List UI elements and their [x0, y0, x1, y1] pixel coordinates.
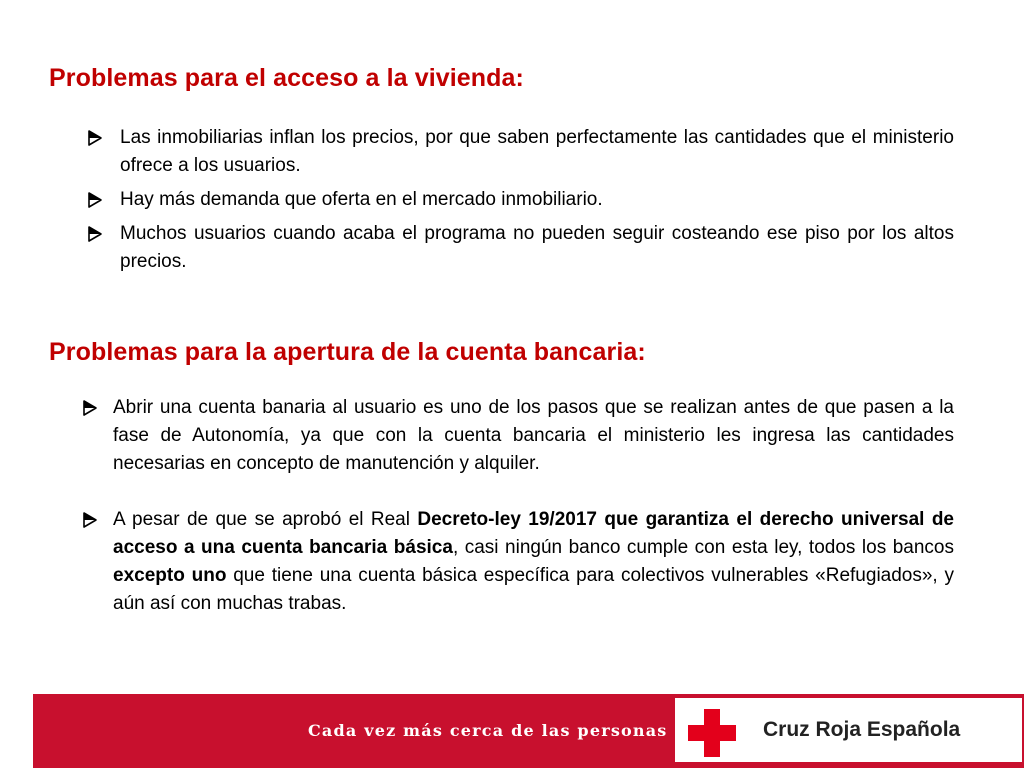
bullet-text: Hay más demanda que oferta en el mercado inmobiliario.: [120, 189, 603, 210]
arrow-bullet-icon: [81, 399, 99, 417]
arrow-bullet-icon: [86, 129, 104, 147]
section2-heading: Problemas para la apertura de la cuenta bancaria:: [49, 338, 646, 366]
section1-heading: Problemas para el acceso a la vivienda:: [49, 64, 524, 92]
arrow-bullet-icon: [86, 225, 104, 243]
section1-bullet-list: [81, 124, 954, 282]
footer-tagline: Cada vez más cerca de las personas: [308, 721, 668, 740]
brand-name: Cruz Roja Española: [763, 718, 961, 741]
bullet-item: [81, 220, 954, 276]
bullet-item: [81, 124, 954, 180]
red-cross-icon: [688, 709, 736, 757]
section2-bullet-list: [81, 394, 954, 646]
bullet-text-bold: excepto uno: [113, 565, 227, 586]
bullet-item: [81, 394, 954, 478]
bullet-item: [81, 186, 954, 214]
bullet-text: Muchos usuarios cuando acaba el programa no pueden seguir costeando ese piso por los altos precios.: [120, 223, 954, 272]
bullet-text-part: que tiene una cuenta básica específica para colectivos vulnerables «Refugiados», y aún así con muchas trabas.: [113, 565, 955, 614]
bullet-text-part: A pesar de que se aprobó el Real: [113, 509, 418, 530]
arrow-bullet-icon: [81, 511, 99, 529]
bullet-text: Abrir una cuenta banaria al usuario es uno de los pasos que se realizan antes de que pasen a la fase de Autonomía, ya que con la cuenta bancaria el ministerio les ingresa las cantidades necesarias en concepto de manutención y alquiler.: [113, 397, 954, 474]
bullet-item: [81, 506, 954, 618]
logo-panel: [675, 698, 1022, 762]
bullet-text-bold: Decreto-ley 19/2017 que garantiza el derecho universal de acceso a una cuenta bancaria básica: [113, 509, 954, 558]
bullet-text-part: , casi ningún banco cumple con esta ley, todos los bancos: [452, 537, 954, 558]
arrow-bullet-icon: [86, 191, 104, 209]
bullet-text: Las inmobiliarias inflan los precios, por que saben perfectamente las cantidades que el ministerio ofrece a los usuarios.: [120, 127, 954, 176]
